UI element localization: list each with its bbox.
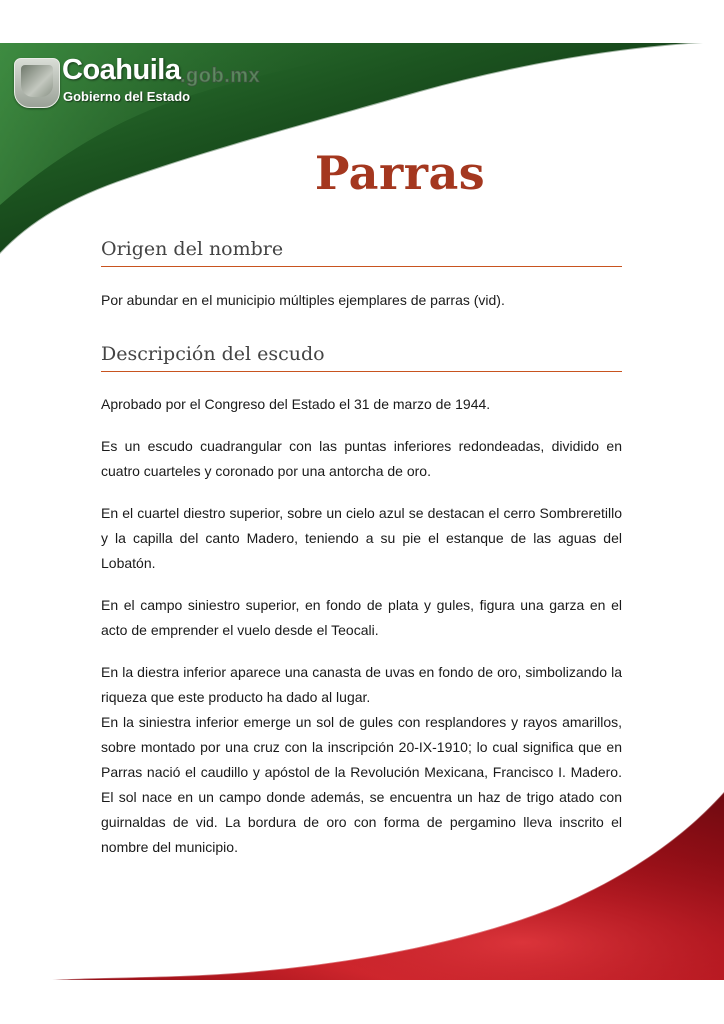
paragraph: Es un escudo cuadrangular con las puntas inferiores redondeadas, dividido en cuatro cuarteles y coronado por una antorcha de oro.: [101, 438, 622, 479]
paragraph: Por abundar en el municipio múltiples ejemplares de parras (vid).: [101, 292, 505, 308]
paragraph: En la diestra inferior aparece una canasta de uvas en fondo de oro, simbolizando la riqueza que este producto ha dado al lugar.: [101, 664, 622, 705]
section-heading-shield: Descripción del escudo: [101, 343, 622, 372]
coat-of-arms-logo: [14, 58, 60, 108]
section-heading-origin: Origen del nombre: [101, 238, 622, 267]
paragraph: En la siniestra inferior emerge un sol de gules con resplandores y rayos amarillos, sobre montado por una cruz con la inscripción 20-IX-1910; lo cual significa que en Parras nació el caudillo y apóstol de la Revolución Mexicana, Francisco I. Madero. El sol nace en un campo donde además, se encuentra un haz de trigo atado con guirnaldas de vid. La bordura de oro con forma de pergamino lleva inscrito el nombre del municipio.: [101, 714, 622, 855]
page-title: Parras: [314, 146, 486, 200]
document-body: [101, 238, 622, 860]
paragraph: En el cuartel diestro superior, sobre un cielo azul se destacan el cerro Sombreretillo y la capilla del canto Madero, teniendo a su pie el estanque de las aguas del Lobatón.: [101, 505, 622, 571]
logo-domain: .gob.mx: [180, 65, 261, 87]
paragraph: Aprobado por el Congreso del Estado el 31 de marzo de 1944.: [101, 396, 491, 412]
paragraph: En el campo siniestro superior, en fondo de plata y gules, figura una garza en el acto de emprender el vuelo desde el Teocali.: [101, 597, 622, 638]
logo-name: Coahuila: [62, 54, 181, 86]
logo-subtitle: Gobierno del Estado: [63, 89, 191, 104]
